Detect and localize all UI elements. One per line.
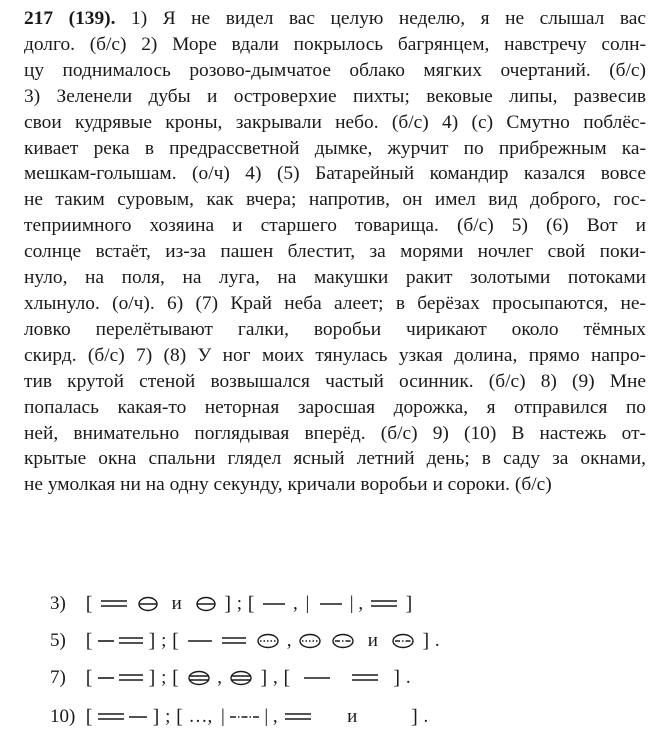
single-underline-icon xyxy=(129,710,147,724)
text-line: 3) Зеленели дубы и островерхие пихты; вековые липы, развесив xyxy=(24,85,646,107)
semicolon: ; xyxy=(161,666,167,688)
scheme-label: 3) xyxy=(50,592,66,614)
text-line: хлынуло. (о/ч). 6) (7) Край неба алеет; в берёзах просыпаются, не- xyxy=(24,292,646,314)
text-line: мешкам-голышам. (о/ч) 4) (5) Батарейный командир казался вовсе xyxy=(24,163,646,185)
period: . xyxy=(405,666,411,688)
oval-dotted-icon xyxy=(257,633,279,649)
comma: , xyxy=(272,705,278,727)
double-underline-icon xyxy=(101,597,127,611)
text-line: цу поднималось розово-дымчатое облако мягких очертаний. (б/с) xyxy=(24,59,646,81)
open-bracket: [ xyxy=(172,629,179,652)
open-bracket: [ xyxy=(247,592,255,615)
text-line-content: 1) Я не видел вас целую неделю, я не слышал вас xyxy=(115,8,646,29)
text-line: кивает река в предрассветной дымке, журчит по прибрежным ка- xyxy=(24,137,646,159)
text-line: солнце встаёт, из-за пашен блестит, за морями ночлег свой поки- xyxy=(24,241,646,263)
single-underline-icon xyxy=(304,671,330,685)
oval-dash-dot-icon xyxy=(332,633,354,649)
comma: , xyxy=(292,592,298,614)
scheme-5 xyxy=(50,627,440,653)
double-underline-icon xyxy=(371,597,397,611)
single-underline-icon xyxy=(98,671,114,685)
period: . xyxy=(434,629,440,651)
close-bracket: ] xyxy=(411,705,418,728)
vertical-bar: | xyxy=(349,592,354,614)
vertical-bar: | xyxy=(264,705,269,727)
close-bracket: ] xyxy=(224,592,232,615)
vertical-bar: | xyxy=(221,705,225,727)
open-bracket: [ xyxy=(283,666,291,689)
scheme-label: 5) xyxy=(50,629,66,651)
open-bracket: [ xyxy=(176,705,183,728)
close-bracket: ] xyxy=(152,705,160,728)
vertical-bar: | xyxy=(305,592,310,614)
comma: , xyxy=(286,629,292,651)
scheme-3 xyxy=(50,590,413,616)
scheme-7 xyxy=(50,664,411,690)
oval-dotted-icon xyxy=(299,633,321,649)
single-underline-icon xyxy=(263,597,285,611)
open-bracket: [ xyxy=(85,705,93,728)
double-underline-icon xyxy=(119,634,143,648)
text-line: нуло, на поля, на луга, на макушки ракит золотыми потоками xyxy=(24,267,646,289)
open-bracket: [ xyxy=(85,629,93,652)
text-line: ней, внимательно поглядывая вперёд. (б/с) 9) (10) В настежь от- xyxy=(24,422,646,444)
exercise-number: 217 (139). xyxy=(24,8,116,29)
comma: , xyxy=(358,592,364,614)
text-line: свои кудрявые кроны, закрывали небо. (б/с) 4) (с) Смутно поблёс- xyxy=(24,111,646,133)
text-line: не умолкая ни на одну секунду, кричали воробьи и сороки. (б/с) xyxy=(24,474,552,496)
open-bracket: [ xyxy=(85,666,93,689)
single-underline-icon xyxy=(188,634,212,648)
conjunction: и xyxy=(171,592,182,614)
semicolon: ; xyxy=(165,705,171,727)
ellipsis: …, xyxy=(188,705,213,727)
dash-dot-underline-icon xyxy=(230,710,260,724)
close-bracket: ] xyxy=(405,592,413,615)
conjunction: и xyxy=(347,705,358,727)
double-underline-icon xyxy=(98,710,124,724)
oval-with-line-icon xyxy=(138,596,158,612)
oval-double-line-icon xyxy=(188,670,210,686)
text-line: тив крутой стеной возвышался частый осинник. (б/с) 8) (9) Мне xyxy=(24,370,646,392)
comma: , xyxy=(272,666,278,688)
text-line: ловко перелётывают галки, воробьи чирикают около тёмных xyxy=(24,318,646,340)
double-underline-icon xyxy=(285,710,311,724)
oval-dash-dot-icon xyxy=(392,633,414,649)
close-bracket: ] xyxy=(393,666,401,689)
scheme-label: 7) xyxy=(50,666,66,688)
double-underline-icon xyxy=(119,671,143,685)
double-underline-icon xyxy=(352,671,378,685)
close-bracket: ] xyxy=(148,666,156,689)
single-underline-icon xyxy=(98,634,114,648)
comma: , xyxy=(217,666,223,688)
text-line: крытые окна спальни глядел ясный летний день; в саду за окнами, xyxy=(24,448,646,470)
text-line: попалась какая-то неторная заросшая дорожка, я отправился по xyxy=(24,396,646,418)
text-line: скирд. (б/с) 7) (8) У ног моих тянулась узкая долина, прямо напро- xyxy=(24,344,646,366)
exercise-text xyxy=(24,6,646,498)
text-line: не таким суровым, как вчера; напротив, он имел вид доброго, гос- xyxy=(24,189,646,211)
text-line: теприимного хозяина и старшего товарища. (б/с) 5) (6) Вот и xyxy=(24,215,646,237)
conjunction: и xyxy=(367,629,378,651)
close-bracket: ] xyxy=(260,666,268,689)
scheme-label: 10) xyxy=(50,705,76,727)
close-bracket: ] xyxy=(148,629,156,652)
semicolon: ; xyxy=(236,592,243,614)
text-line: долго. (б/с) 2) Море вдали покрылось багрянцем, навстречу солн- xyxy=(24,33,646,55)
open-bracket: [ xyxy=(85,592,93,615)
double-underline-icon xyxy=(222,634,246,648)
scheme-10 xyxy=(50,703,428,729)
close-bracket: ] xyxy=(422,629,430,652)
oval-with-line-icon xyxy=(196,596,216,612)
semicolon: ; xyxy=(161,629,167,651)
single-underline-icon xyxy=(320,597,342,611)
oval-double-line-icon xyxy=(230,670,252,686)
text-line xyxy=(24,6,646,32)
open-bracket: [ xyxy=(172,666,179,689)
period: . xyxy=(423,705,429,727)
